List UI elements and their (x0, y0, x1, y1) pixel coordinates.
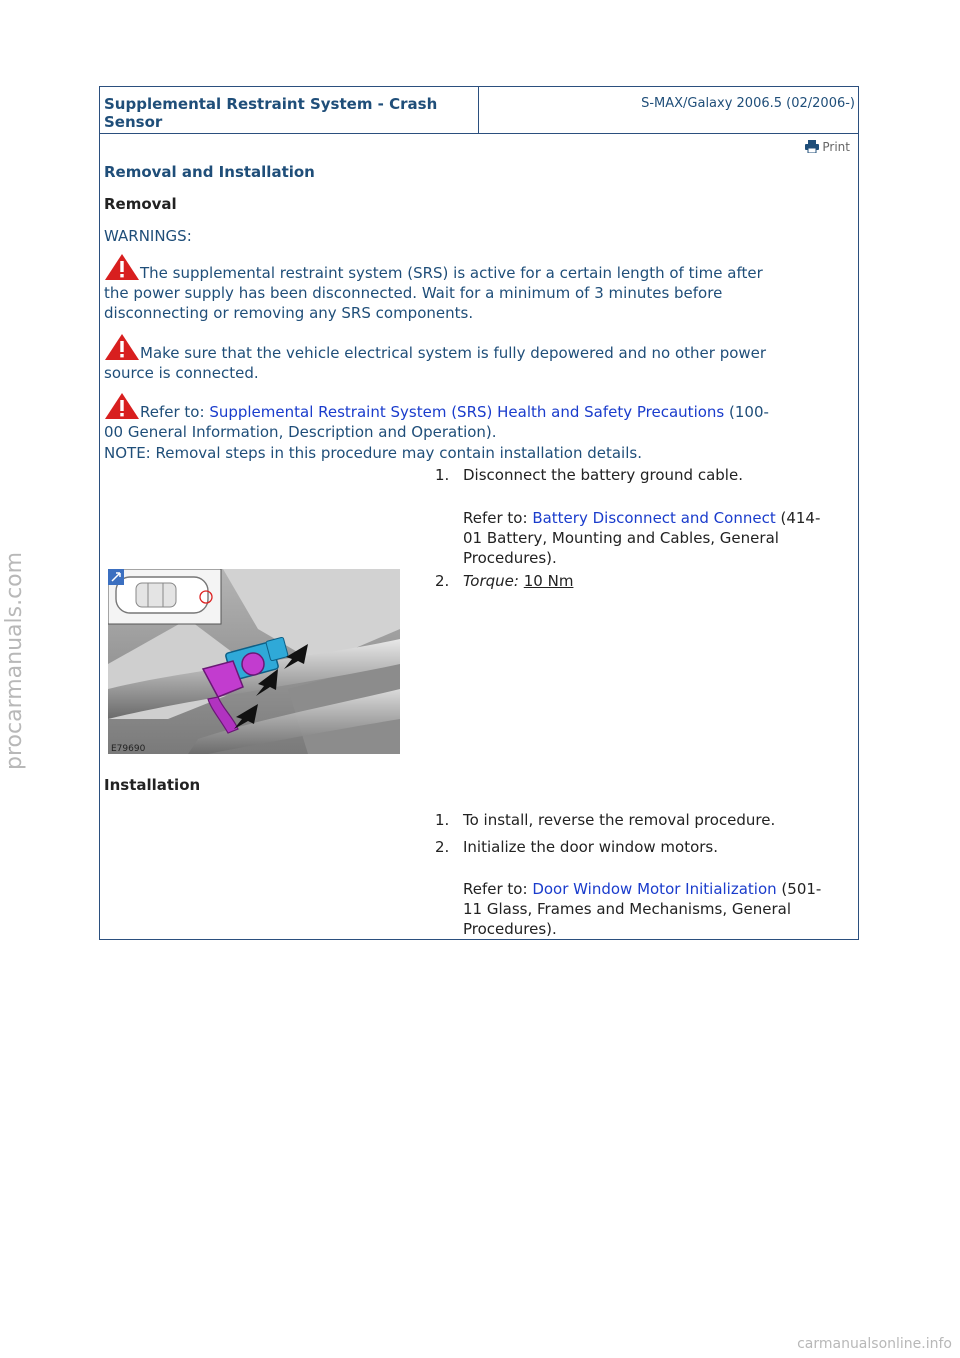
ref-line2: 11 Glass, Frames and Mechanisms, General (463, 900, 791, 918)
removal-step-2-torque (463, 571, 848, 591)
installation-step-2-reference (463, 879, 848, 939)
print-button[interactable] (805, 140, 850, 154)
crash-sensor-illustration (108, 569, 400, 754)
print-label: Print (822, 140, 850, 154)
warning-triangle-icon (104, 253, 140, 281)
note-text: NOTE: Removal steps in this procedure may contain installation details. (104, 444, 642, 462)
warning-3-line2: 00 General Information, Description and Operation). (104, 423, 497, 441)
bottom-watermark: carmanualsonline.info (797, 1336, 952, 1352)
warning-1 (104, 253, 834, 323)
torque-label: Torque: (463, 572, 519, 590)
warning-1-line3: disconnecting or removing any SRS components. (104, 304, 474, 322)
printer-icon (805, 140, 819, 153)
installation-step-2-number: 2. (435, 838, 450, 856)
warning-2-line2: source is connected. (104, 364, 259, 382)
removal-step-1-text: Disconnect the battery ground cable. (463, 466, 743, 484)
ref-line2: 01 Battery, Mounting and Cables, General (463, 529, 779, 547)
warnings-label: WARNINGS: (104, 227, 192, 245)
figure-label: E79690 (111, 744, 146, 754)
ref-prefix: Refer to: (463, 880, 533, 898)
warning-3-prefix: Refer to: (140, 403, 210, 421)
installation-step-1-text: To install, reverse the removal procedure. (463, 811, 776, 829)
warning-1-line2: the power supply has been disconnected. Wait for a minimum of 3 minutes before (104, 284, 723, 302)
warning-triangle-icon (104, 392, 140, 420)
crash-sensor-figure[interactable] (108, 569, 400, 754)
installation-step-1-number: 1. (435, 811, 450, 829)
warning-2 (104, 333, 834, 383)
section-title: Removal and Installation (104, 163, 315, 181)
model-label: S-MAX/Galaxy 2006.5 (02/2006-) (641, 96, 855, 111)
removal-step-1-reference (463, 508, 848, 568)
ref-line3: Procedures). (463, 920, 557, 938)
warning-3 (104, 392, 834, 442)
warning-3-suffix: (100- (724, 403, 769, 421)
document-title-line2: Sensor (104, 113, 163, 131)
srs-health-safety-link[interactable]: Supplemental Restraint System (SRS) Health and Safety Precautions (209, 403, 725, 421)
removal-heading: Removal (104, 195, 177, 213)
warning-1-line1: The supplemental restraint system (SRS) is active for a certain length of time after (140, 264, 763, 282)
ref-suffix: (501- (776, 880, 822, 898)
document-header (100, 87, 858, 134)
removal-step-2-number: 2. (435, 572, 450, 590)
ref-prefix: Refer to: (463, 509, 533, 527)
door-window-motor-link[interactable]: Door Window Motor Initialization (532, 880, 777, 898)
installation-step-2-text: Initialize the door window motors. (463, 838, 719, 856)
removal-step-1-number: 1. (435, 466, 450, 484)
document-title (100, 87, 479, 133)
ref-line3: Procedures). (463, 549, 557, 567)
document-frame (99, 86, 859, 940)
warning-triangle-icon (104, 333, 140, 361)
installation-heading: Installation (104, 776, 201, 794)
battery-disconnect-link[interactable]: Battery Disconnect and Connect (532, 509, 776, 527)
document-title-line1: Supplemental Restraint System - Crash (104, 95, 438, 113)
torque-value: 10 Nm (523, 572, 574, 590)
ref-suffix: (414- (775, 509, 821, 527)
warning-2-line1: Make sure that the vehicle electrical system is fully depowered and no other power (140, 344, 767, 362)
